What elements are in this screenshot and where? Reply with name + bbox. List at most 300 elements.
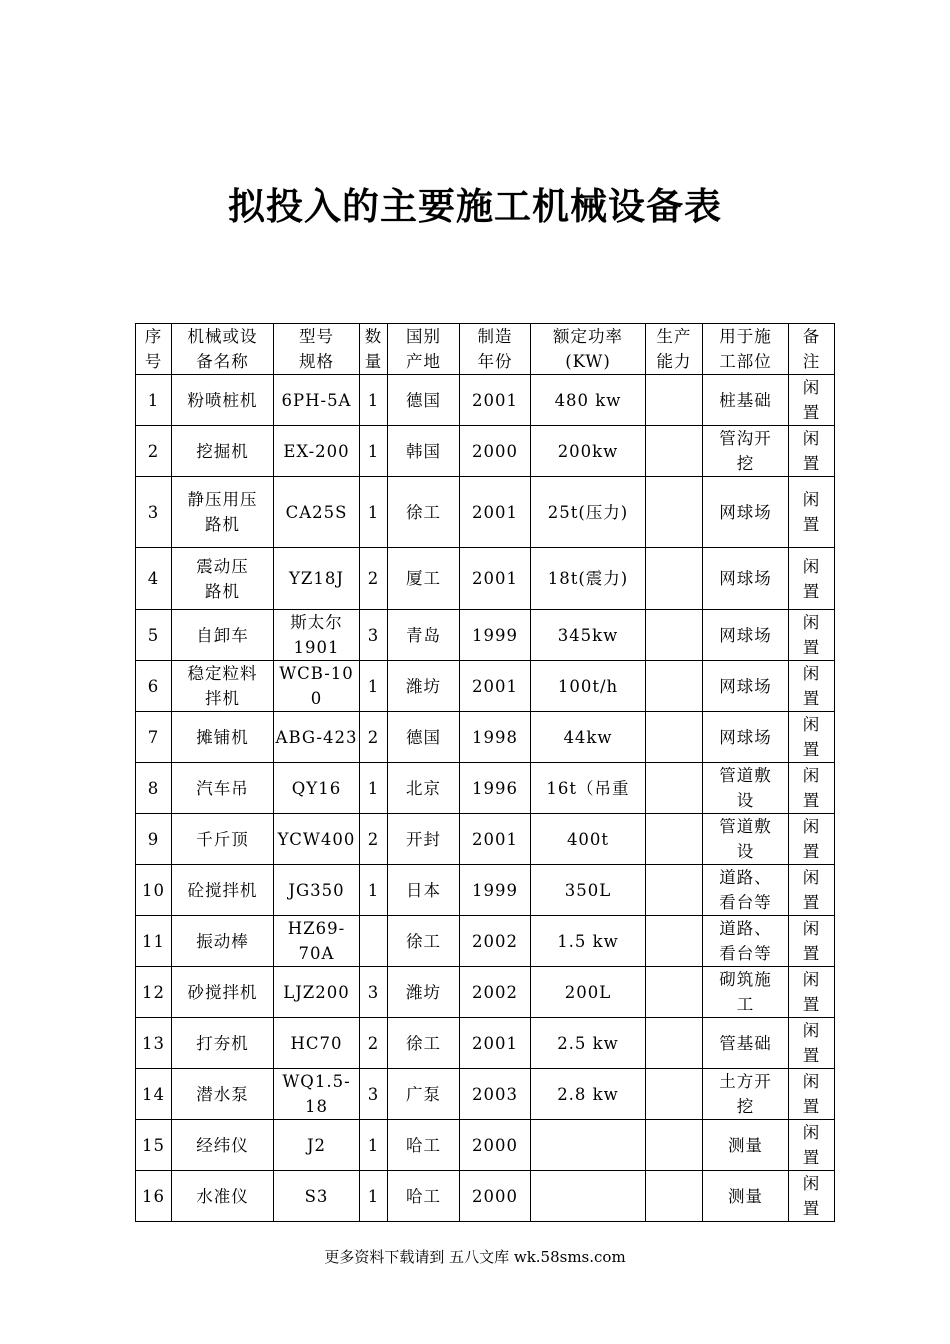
cell-text: 2001 (472, 829, 518, 849)
header-power (531, 324, 646, 375)
cell-year (460, 477, 531, 548)
cell-text: J2 (306, 1135, 327, 1155)
cell-text: 16 (142, 1186, 165, 1206)
cell-text: 置 (802, 842, 821, 861)
cell-name (172, 610, 274, 661)
header-model (274, 324, 360, 375)
cell-text: 设 (736, 842, 755, 861)
cell-model (274, 814, 360, 865)
cell-remark (789, 1171, 835, 1222)
cell-text: 国别 (406, 327, 441, 346)
cell-model (274, 1171, 360, 1222)
cell-text: 日本 (406, 880, 441, 900)
cell-text: 2001 (472, 1033, 518, 1053)
cell-text: 机械或设 (187, 327, 258, 346)
cell-power (531, 865, 646, 916)
cell-text: 1 (367, 1135, 380, 1155)
cell-text: 闲 (802, 766, 821, 785)
cell-text: 韩国 (406, 441, 441, 461)
cell-year (460, 375, 531, 426)
cell-text: 置 (802, 581, 821, 601)
cell-text: 广泵 (406, 1084, 441, 1104)
cell-text: 2.5 kw (557, 1033, 619, 1053)
cell-capacity (646, 548, 703, 610)
cell-origin (388, 375, 460, 426)
cell-text: 2002 (472, 931, 518, 951)
cell-text: 7 (147, 727, 160, 747)
cell-capacity (646, 1171, 703, 1222)
cell-text: 2000 (472, 1186, 518, 1206)
cell-year (460, 1120, 531, 1171)
cell-text: 2002 (472, 982, 518, 1002)
cell-capacity (646, 916, 703, 967)
cell-serial (136, 865, 172, 916)
cell-text: 闲 (802, 1123, 821, 1142)
cell-text: YZ18J (289, 569, 344, 588)
cell-name (172, 477, 274, 548)
cell-text: WQ1.5- (282, 1072, 351, 1091)
cell-year (460, 548, 531, 610)
cell-text: 序 (144, 327, 163, 346)
cell-text: 网球场 (719, 569, 772, 588)
cell-text: 100t/h (557, 676, 619, 696)
cell-name (172, 814, 274, 865)
cell-capacity (646, 661, 703, 712)
footer-download-note: 更多资料下载请到 五八文库 wk.58sms.com (324, 1248, 626, 1266)
cell-text: 闲 (802, 613, 821, 632)
cell-text: 号 (144, 352, 163, 371)
cell-location (703, 426, 789, 477)
cell-remark (789, 712, 835, 763)
cell-text: 2001 (472, 390, 518, 410)
cell-text: 振动棒 (196, 931, 249, 951)
cell-text: 置 (802, 454, 821, 473)
cell-year (460, 865, 531, 916)
cell-text: QY16 (291, 778, 342, 798)
cell-text: 1 (367, 441, 380, 461)
cell-text: 震动压 (196, 556, 249, 576)
cell-model (274, 477, 360, 548)
cell-text: 备 (802, 327, 821, 346)
cell-serial (136, 967, 172, 1018)
cell-text: 9 (147, 829, 160, 849)
cell-origin (388, 916, 460, 967)
cell-model (274, 661, 360, 712)
cell-text: LJZ200 (283, 982, 350, 1002)
cell-text: 闲 (802, 490, 821, 509)
cell-text: 1999 (472, 880, 518, 900)
cell-quantity (360, 712, 388, 763)
cell-text: 2 (367, 829, 380, 849)
cell-location (703, 865, 789, 916)
cell-name (172, 967, 274, 1018)
table-row (136, 916, 835, 967)
cell-serial (136, 375, 172, 426)
cell-year (460, 426, 531, 477)
cell-power (531, 1069, 646, 1120)
cell-text: ABG-423 (275, 727, 358, 747)
header-location (703, 324, 789, 375)
cell-remark (789, 477, 835, 548)
cell-text: 2 (367, 1033, 380, 1053)
cell-origin (388, 1069, 460, 1120)
cell-model (274, 916, 360, 967)
table-row (136, 814, 835, 865)
cell-serial (136, 477, 172, 548)
cell-text: 11 (142, 931, 165, 951)
cell-text: 闲 (802, 429, 821, 448)
cell-text: 挖 (736, 1097, 755, 1116)
cell-origin (388, 1171, 460, 1222)
cell-text: 3 (147, 502, 160, 522)
cell-model (274, 426, 360, 477)
cell-text: 3 (367, 982, 380, 1002)
cell-text: 2001 (472, 676, 518, 696)
cell-text: 摊铺机 (196, 727, 249, 747)
cell-capacity (646, 610, 703, 661)
cell-text: 1 (367, 390, 380, 410)
cell-capacity (646, 1069, 703, 1120)
cell-text: 砂搅拌机 (187, 982, 258, 1002)
cell-text: 工 (736, 995, 755, 1014)
cell-text: 1 (367, 502, 380, 522)
cell-quantity (360, 548, 388, 610)
cell-origin (388, 661, 460, 712)
cell-text: 能力 (656, 352, 692, 371)
cell-location (703, 1120, 789, 1171)
cell-origin (388, 763, 460, 814)
cell-text: 规格 (299, 352, 334, 371)
header-origin (388, 324, 460, 375)
table-row (136, 1120, 835, 1171)
cell-text: 徐工 (406, 1033, 441, 1053)
cell-text: 3 (367, 1084, 380, 1104)
cell-text: 置 (802, 638, 821, 657)
cell-year (460, 1171, 531, 1222)
cell-text: 路机 (205, 581, 240, 601)
cell-text: 道路、 (719, 868, 772, 887)
cell-text: 置 (802, 515, 821, 534)
cell-text: 产地 (406, 352, 441, 371)
cell-text: 1998 (472, 727, 518, 747)
cell-name (172, 375, 274, 426)
cell-text: 15 (142, 1135, 165, 1155)
cell-capacity (646, 763, 703, 814)
cell-origin (388, 1120, 460, 1171)
cell-text: 德国 (406, 727, 441, 747)
cell-quantity (360, 865, 388, 916)
cell-text: 置 (802, 893, 821, 912)
cell-year (460, 763, 531, 814)
cell-serial (136, 610, 172, 661)
cell-location (703, 1171, 789, 1222)
cell-text: 网球场 (719, 625, 772, 645)
cell-serial (136, 1069, 172, 1120)
cell-quantity (360, 661, 388, 712)
cell-text: 闲 (802, 868, 821, 887)
cell-year (460, 967, 531, 1018)
cell-text: 测量 (728, 1186, 763, 1206)
cell-capacity (646, 477, 703, 548)
cell-serial (136, 1120, 172, 1171)
cell-text: 闲 (802, 1072, 821, 1091)
cell-text: 置 (802, 944, 821, 963)
cell-text: HC70 (290, 1033, 343, 1053)
cell-name (172, 426, 274, 477)
cell-remark (789, 916, 835, 967)
cell-text: 400t (566, 829, 610, 849)
cell-text: 13 (142, 1033, 165, 1053)
cell-year (460, 661, 531, 712)
table-row (136, 1018, 835, 1069)
table-row (136, 661, 835, 712)
cell-power (531, 426, 646, 477)
cell-location (703, 610, 789, 661)
cell-text: 工部位 (719, 352, 772, 371)
cell-text: 网球场 (719, 727, 772, 747)
cell-quantity (360, 610, 388, 661)
cell-quantity (360, 375, 388, 426)
table-row (136, 763, 835, 814)
cell-capacity (646, 967, 703, 1018)
cell-text: 置 (802, 403, 821, 422)
cell-text: 自卸车 (196, 625, 249, 645)
cell-text: 闲 (802, 664, 821, 683)
cell-text: 开封 (406, 829, 441, 849)
cell-text: 14 (142, 1084, 165, 1104)
cell-remark (789, 548, 835, 610)
cell-origin (388, 814, 460, 865)
cell-year (460, 712, 531, 763)
cell-quantity (360, 1018, 388, 1069)
cell-remark (789, 426, 835, 477)
cell-name (172, 916, 274, 967)
cell-text: (KW) (565, 352, 611, 371)
cell-location (703, 548, 789, 610)
cell-text: 置 (802, 740, 821, 759)
cell-text: 200kw (557, 441, 619, 461)
cell-quantity (360, 763, 388, 814)
cell-text: 置 (802, 791, 821, 810)
cell-capacity (646, 1120, 703, 1171)
cell-model (274, 865, 360, 916)
cell-text: 8 (147, 778, 160, 798)
cell-text: 打夯机 (196, 1033, 249, 1053)
cell-text: 1999 (472, 625, 518, 645)
page-title: 拟投入的主要施工机械设备表 (228, 185, 722, 228)
cell-text: CA25S (285, 502, 348, 522)
cell-power (531, 477, 646, 548)
cell-power (531, 1171, 646, 1222)
cell-text: 网球场 (719, 676, 772, 696)
cell-text: 1 (367, 778, 380, 798)
cell-quantity (360, 814, 388, 865)
cell-serial (136, 548, 172, 610)
cell-text: 6 (147, 676, 160, 696)
cell-text: 桩基础 (719, 390, 772, 410)
cell-location (703, 375, 789, 426)
cell-text: 设 (736, 791, 755, 810)
header-serial (136, 324, 172, 375)
cell-text: 挖 (736, 454, 755, 473)
cell-text: 2003 (472, 1084, 518, 1104)
cell-quantity (360, 1120, 388, 1171)
cell-text: 1996 (472, 778, 518, 798)
cell-text: 2000 (472, 1135, 518, 1155)
cell-model (274, 967, 360, 1018)
table-row (136, 1171, 835, 1222)
cell-text: 量 (364, 352, 383, 371)
cell-text: 闲 (802, 378, 821, 397)
cell-text: 12 (142, 982, 165, 1002)
cell-origin (388, 610, 460, 661)
cell-year (460, 814, 531, 865)
cell-model (274, 1120, 360, 1171)
table-row (136, 610, 835, 661)
cell-text: 潍坊 (406, 676, 441, 696)
cell-quantity (360, 1069, 388, 1120)
cell-serial (136, 763, 172, 814)
cell-text: S3 (304, 1186, 329, 1206)
cell-text: 挖掘机 (196, 441, 249, 461)
cell-text: 数 (364, 327, 383, 346)
cell-power (531, 548, 646, 610)
cell-serial (136, 1018, 172, 1069)
cell-text: 潍坊 (406, 982, 441, 1002)
cell-text: 网球场 (719, 502, 772, 522)
cell-power (531, 1018, 646, 1069)
cell-text: 静压用压 (187, 490, 258, 509)
cell-origin (388, 1018, 460, 1069)
cell-power (531, 1120, 646, 1171)
cell-text: 5 (147, 625, 160, 645)
cell-name (172, 1120, 274, 1171)
cell-text: 徐工 (406, 931, 441, 951)
cell-name (172, 1018, 274, 1069)
cell-text: 18 (305, 1097, 328, 1116)
cell-text: 18t(震力) (547, 569, 629, 588)
header-capacity (646, 324, 703, 375)
cell-power (531, 375, 646, 426)
cell-location (703, 763, 789, 814)
cell-remark (789, 661, 835, 712)
cell-text: 25t(压力) (547, 502, 629, 522)
table-row (136, 375, 835, 426)
cell-text: 土方开 (719, 1072, 772, 1091)
cell-location (703, 661, 789, 712)
cell-text: 青岛 (406, 625, 441, 645)
cell-text: 砼搅拌机 (187, 880, 258, 900)
cell-text: 斯太尔 (290, 613, 343, 632)
cell-location (703, 814, 789, 865)
cell-text: 1 (367, 676, 380, 696)
cell-serial (136, 814, 172, 865)
cell-text: 额定功率 (553, 327, 623, 346)
table-header-row (136, 324, 835, 375)
cell-remark (789, 967, 835, 1018)
cell-text: 砌筑施 (719, 970, 772, 989)
cell-location (703, 1069, 789, 1120)
cell-text: 测量 (728, 1135, 763, 1155)
cell-location (703, 1018, 789, 1069)
cell-text: 年份 (477, 352, 513, 371)
cell-name (172, 865, 274, 916)
equipment-table (135, 323, 835, 1222)
cell-text: 管道敷 (719, 817, 772, 836)
cell-text: 看台等 (719, 944, 772, 963)
cell-text: 4 (147, 569, 160, 588)
cell-model (274, 1069, 360, 1120)
cell-text: 置 (802, 1148, 821, 1167)
cell-origin (388, 548, 460, 610)
cell-quantity (360, 967, 388, 1018)
cell-year (460, 1069, 531, 1120)
cell-serial (136, 661, 172, 712)
header-year (460, 324, 531, 375)
cell-power (531, 610, 646, 661)
cell-model (274, 712, 360, 763)
cell-text: 350L (564, 880, 612, 900)
cell-power (531, 814, 646, 865)
cell-remark (789, 610, 835, 661)
cell-text: 2001 (472, 569, 518, 588)
cell-remark (789, 814, 835, 865)
cell-location (703, 967, 789, 1018)
cell-text: 制造 (477, 327, 513, 346)
cell-text: 闲 (802, 970, 821, 989)
cell-origin (388, 477, 460, 548)
cell-text: YCW400 (277, 829, 356, 849)
cell-capacity (646, 814, 703, 865)
cell-year (460, 1018, 531, 1069)
cell-text: 千斤顶 (196, 829, 249, 849)
table-row (136, 1069, 835, 1120)
cell-capacity (646, 375, 703, 426)
cell-capacity (646, 426, 703, 477)
cell-text: 哈工 (406, 1186, 441, 1206)
cell-text: 置 (802, 1046, 821, 1065)
cell-origin (388, 712, 460, 763)
cell-remark (789, 1120, 835, 1171)
table-row (136, 477, 835, 548)
cell-text: 1.5 kw (557, 931, 619, 951)
cell-text: 1901 (293, 638, 340, 657)
cell-text: 粉喷桩机 (187, 390, 258, 410)
cell-name (172, 1069, 274, 1120)
cell-text: 1 (147, 390, 160, 410)
cell-text: 10 (142, 880, 165, 900)
cell-location (703, 916, 789, 967)
cell-text: 置 (802, 1097, 821, 1116)
table-row (136, 426, 835, 477)
cell-text: 闲 (802, 556, 821, 576)
cell-remark (789, 375, 835, 426)
cell-serial (136, 1171, 172, 1222)
equipment-table-body (136, 324, 835, 1222)
cell-text: 备名称 (196, 352, 249, 371)
table-row (136, 712, 835, 763)
table-row (136, 548, 835, 610)
cell-text: 6PH-5A (281, 390, 352, 410)
cell-text: 闲 (802, 1021, 821, 1040)
cell-text: 北京 (406, 778, 441, 798)
cell-name (172, 661, 274, 712)
cell-name (172, 548, 274, 610)
cell-text: 哈工 (406, 1135, 441, 1155)
cell-origin (388, 865, 460, 916)
cell-text: 闲 (802, 715, 821, 734)
cell-model (274, 1018, 360, 1069)
